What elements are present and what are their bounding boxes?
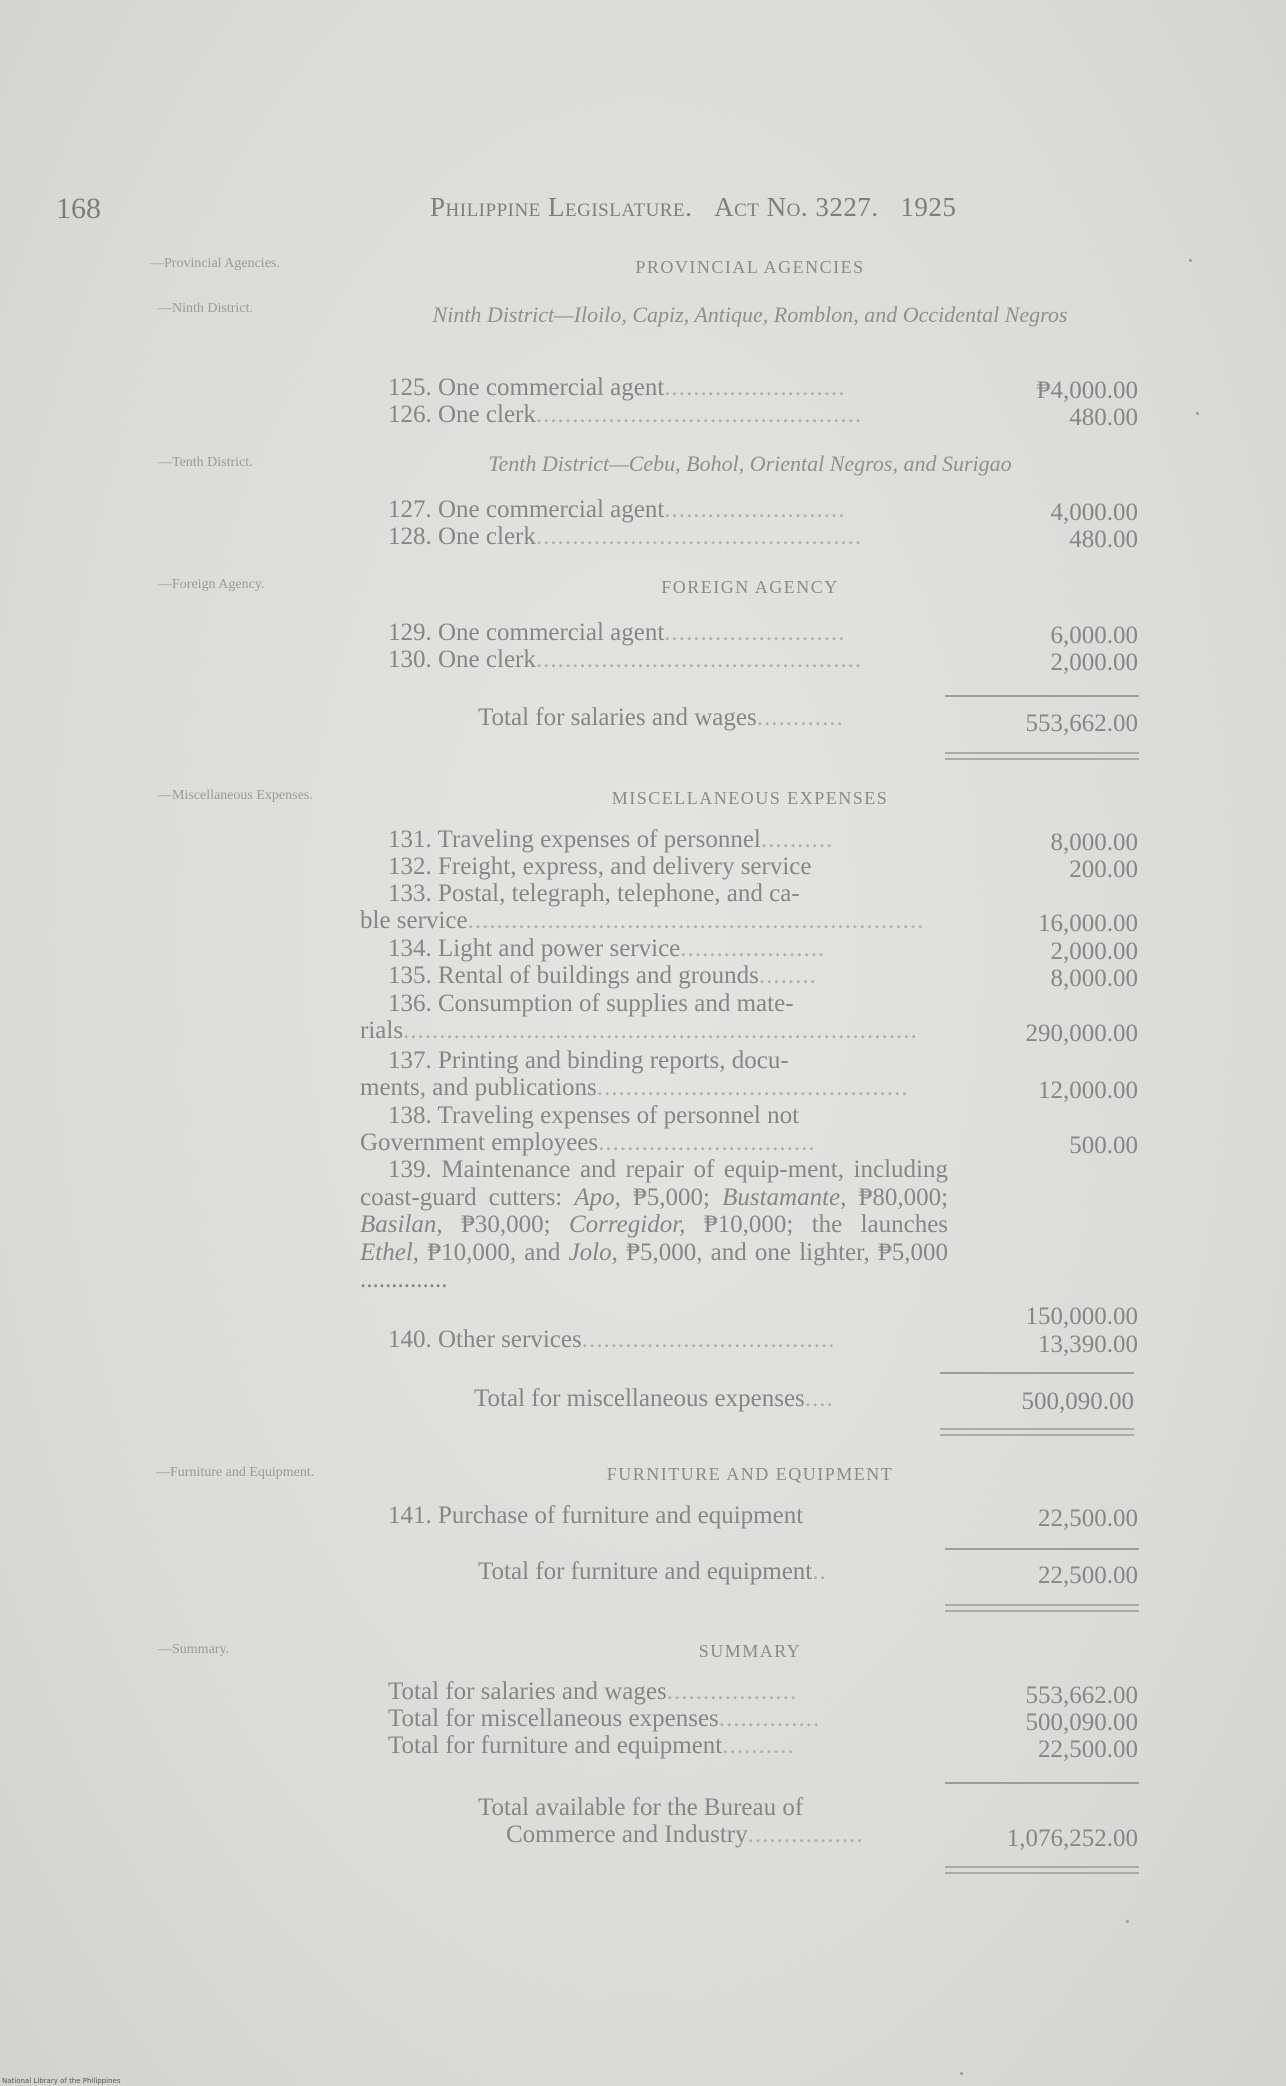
- grand-total-label-2: Commerce and Industry................: [506, 1821, 864, 1848]
- amount-130: 2,000.00: [1050, 649, 1138, 676]
- item-136-line2: rials.......................................................................: [360, 1017, 918, 1044]
- provincial-heading: PROVINCIAL AGENCIES: [635, 257, 865, 277]
- summary-heading: SUMMARY: [698, 1641, 802, 1661]
- scan-speck: [960, 2072, 963, 2075]
- grand-total-amount: 1,076,252.00: [1006, 1825, 1138, 1852]
- amount-134: 2,000.00: [1050, 938, 1138, 965]
- running-head: [430, 192, 956, 223]
- amount-131: 8,000.00: [1050, 829, 1138, 856]
- margin-note-misc: —Miscellaneous Expenses.: [158, 788, 313, 803]
- scan-speck: [1126, 1920, 1129, 1923]
- footer-credit: National Library of the Philippines: [2, 2077, 121, 2085]
- running-head-year: 1925: [900, 192, 957, 222]
- item-135: 135. Rental of buildings and grounds........: [388, 962, 817, 989]
- amount-139: 150,000.00: [1025, 1303, 1138, 1330]
- scan-speck: [1196, 412, 1199, 415]
- total-furniture-label: Total for furniture and equipment..: [478, 1558, 827, 1585]
- total-salaries-amount: 553,662.00: [1025, 710, 1138, 737]
- amount-133: 16,000.00: [1038, 910, 1138, 937]
- rule-furniture: [945, 1548, 1139, 1550]
- running-head-legislature: Philippine Legislature.: [430, 192, 693, 222]
- item-130: 130. One clerk.............................................: [388, 646, 863, 673]
- item-138-line1: 138. Traveling expenses of personnel not: [388, 1102, 800, 1129]
- amount-125: ₱4,000.00: [1036, 377, 1138, 404]
- amount-135: 8,000.00: [1050, 965, 1138, 992]
- misc-heading: MISCELLANEOUS EXPENSES: [611, 788, 889, 808]
- item-137-line2: ments, and publications...........................................: [360, 1074, 909, 1101]
- tenth-district-heading: Tenth District—Cebu, Bohol, Oriental Negros, and Surigao: [488, 451, 1012, 476]
- summary-amount-salaries: 553,662.00: [1025, 1682, 1138, 1709]
- item-129: 129. One commercial agent.........................: [388, 619, 846, 646]
- item-139: 139. Maintenance and repair of equip-ment, including coast-guard cutters: Apo, ₱5,000; Bustamante, ₱80,000; Basilan, ₱30,000; Corregidor, ₱10,000; the launches Ethel, ₱10,000, and Jolo, ₱5,000, and one lighter, ₱5,000 ..............: [360, 1156, 949, 1293]
- double-rule-furniture: [945, 1604, 1139, 1612]
- running-head-act: Act No. 3227.: [714, 192, 879, 222]
- summary-row-salaries: Total for salaries and wages..................: [388, 1678, 798, 1705]
- item-132: 132. Freight, express, and delivery service: [388, 853, 812, 880]
- margin-note-ninth: —Ninth District.: [158, 301, 253, 316]
- summary-amount-furniture: 22,500.00: [1038, 1736, 1138, 1763]
- item-134: 134. Light and power service....................: [388, 935, 826, 962]
- amount-127: 4,000.00: [1050, 499, 1138, 526]
- item-133-line1: 133. Postal, telegraph, telephone, and ca-: [388, 880, 800, 907]
- margin-note-summary: —Summary.: [158, 1642, 230, 1657]
- total-furniture-amount: 22,500.00: [1038, 1562, 1138, 1589]
- margin-note-provincial: —Provincial Agencies.: [150, 256, 280, 271]
- page-number: 168: [56, 192, 101, 225]
- item-141: 141. Purchase of furniture and equipment: [388, 1502, 804, 1529]
- amount-141: 22,500.00: [1038, 1505, 1138, 1532]
- double-rule-misc: [940, 1428, 1134, 1436]
- rule-summary: [945, 1782, 1139, 1784]
- amount-129: 6,000.00: [1050, 622, 1138, 649]
- rule-misc: [940, 1372, 1134, 1374]
- amount-126: 480.00: [1069, 404, 1138, 431]
- amount-132: 200.00: [1069, 856, 1138, 883]
- total-misc-label: Total for miscellaneous expenses....: [474, 1385, 834, 1412]
- summary-row-furniture: Total for furniture and equipment..........: [388, 1732, 795, 1759]
- amount-128: 480.00: [1069, 526, 1138, 553]
- total-misc-amount: 500,090.00: [1021, 1388, 1134, 1415]
- item-133-line2: ble service...............................................................: [360, 907, 925, 934]
- grand-total-label-1: Total available for the Bureau of: [478, 1794, 804, 1821]
- item-137-line1: 137. Printing and binding reports, docu-: [388, 1047, 789, 1074]
- amount-138: 500.00: [1069, 1132, 1138, 1159]
- item-138-line2: Government employees..............................: [360, 1129, 816, 1156]
- summary-amount-misc: 500,090.00: [1025, 1709, 1138, 1736]
- item-127: 127. One commercial agent.........................: [388, 496, 846, 523]
- summary-row-misc: Total for miscellaneous expenses..............: [388, 1705, 821, 1732]
- scan-speck: [1189, 259, 1192, 262]
- total-salaries-label: Total for salaries and wages............: [478, 704, 844, 731]
- item-136-line1: 136. Consumption of supplies and mate-: [388, 990, 794, 1017]
- amount-136: 290,000.00: [1025, 1020, 1138, 1047]
- foreign-heading: FOREIGN AGENCY: [661, 577, 839, 597]
- margin-note-furniture: —Furniture and Equipment.: [156, 1465, 315, 1480]
- item-131: 131. Traveling expenses of personnel..........: [388, 826, 834, 853]
- rule-salaries: [945, 695, 1139, 697]
- double-rule-salaries: [945, 752, 1139, 760]
- amount-137: 12,000.00: [1038, 1077, 1138, 1104]
- margin-note-tenth: —Tenth District.: [158, 455, 253, 470]
- item-140: 140. Other services...................................: [388, 1326, 836, 1353]
- item-125: 125. One commercial agent.........................: [388, 374, 846, 401]
- ninth-district-heading: Ninth District—Iloilo, Capiz, Antique, Romblon, and Occidental Negros: [432, 302, 1068, 327]
- item-126: 126. One clerk.............................................: [388, 401, 863, 428]
- double-rule-grand-total: [945, 1866, 1139, 1874]
- furniture-heading: FURNITURE AND EQUIPMENT: [606, 1464, 894, 1484]
- amount-140: 13,390.00: [1038, 1331, 1138, 1358]
- item-128: 128. One clerk.............................................: [388, 523, 863, 550]
- margin-note-foreign: —Foreign Agency.: [158, 577, 265, 592]
